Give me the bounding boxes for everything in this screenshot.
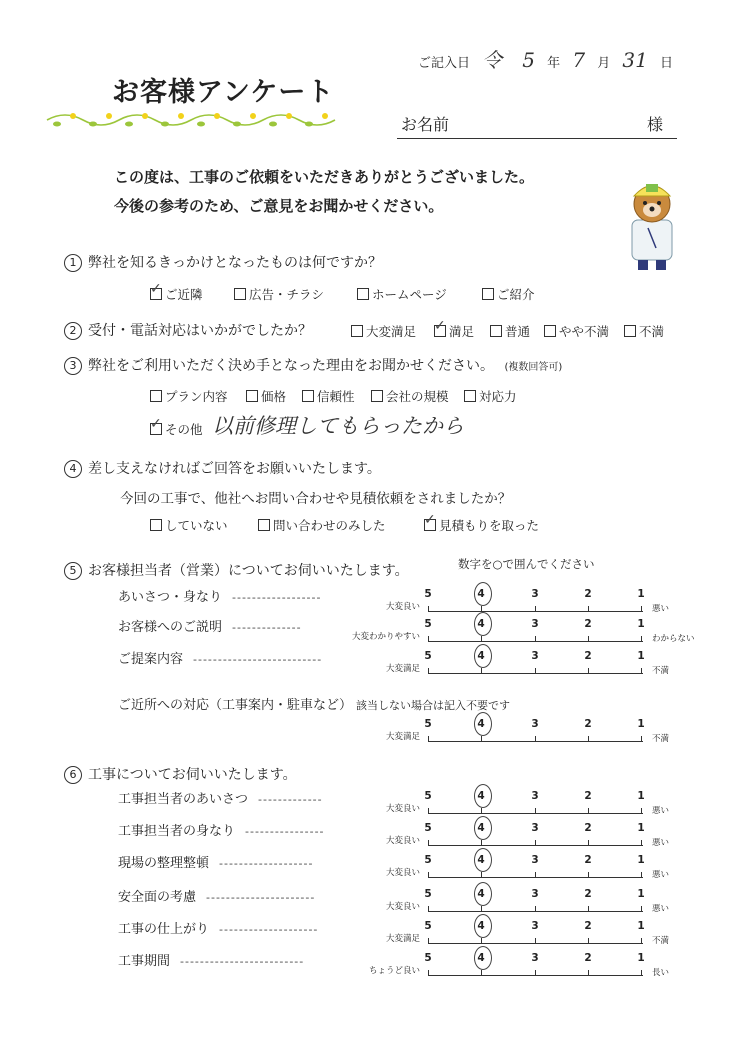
name-suffix: 様	[646, 115, 663, 134]
date-line	[418, 44, 673, 73]
scale-tick	[641, 606, 642, 612]
checkbox[interactable]	[490, 325, 502, 337]
scale-tick	[428, 808, 429, 814]
scale-value-1[interactable]: 1	[637, 920, 645, 932]
checkbox[interactable]	[434, 325, 446, 337]
q6-item-label	[118, 918, 318, 937]
item-text: 安全面の考慮	[118, 890, 197, 905]
checkbox[interactable]	[371, 390, 383, 402]
scale-tick	[481, 906, 482, 912]
question-5	[64, 560, 409, 580]
question-3	[64, 355, 562, 375]
date-year-unit: 年	[547, 56, 561, 71]
scale-tick	[428, 938, 429, 944]
q5-item-label	[118, 616, 302, 635]
scale-tick	[428, 736, 429, 742]
scale-value-5[interactable]: 5	[424, 650, 432, 662]
scale-value-3[interactable]: 3	[531, 790, 539, 802]
selected-circle	[474, 816, 492, 840]
scale-tick	[481, 938, 482, 944]
scale-value-3[interactable]: 3	[531, 888, 539, 900]
q6-item-label	[118, 788, 323, 807]
q2-option-5[interactable]	[624, 322, 664, 340]
q6-rating-scale[interactable]	[424, 854, 645, 878]
scale-value-3[interactable]: 3	[531, 854, 539, 866]
q6-rating-scale[interactable]	[424, 920, 645, 944]
q6-right-label: 悪い	[652, 904, 670, 914]
question-5-hint: 数字を○で囲んでください	[458, 557, 595, 571]
scale-tick	[641, 872, 642, 878]
question-2	[64, 320, 312, 340]
scale-value-4[interactable]: 4	[477, 650, 485, 662]
scale-tick	[588, 938, 589, 944]
scale-tick	[535, 668, 536, 674]
question-6-text: 工事についてお伺いいたします。	[88, 767, 297, 783]
question-1	[64, 252, 382, 272]
q5-right-label: わからない	[652, 634, 695, 644]
item-text: ご近所への対応（工事案内・駐車など）	[118, 698, 353, 713]
scale-value-4[interactable]: 4	[477, 822, 485, 834]
scale-tick	[428, 906, 429, 912]
scale-tick	[588, 906, 589, 912]
scale-value-4[interactable]: 4	[477, 952, 485, 964]
q5-left-label: 大変良い	[385, 602, 420, 612]
option-label: 普通	[505, 324, 531, 339]
option-label: ホームページ	[372, 287, 447, 302]
option-label: その他	[165, 422, 203, 437]
option-label: ご近隣	[165, 287, 203, 302]
q6-item-label	[118, 852, 313, 871]
scale-value-3[interactable]: 3	[531, 718, 539, 730]
scale-value-2[interactable]: 2	[584, 854, 592, 866]
scale-value-3[interactable]: 3	[531, 822, 539, 834]
checkbox[interactable]	[150, 390, 162, 402]
leader-dashes: ----------------------	[206, 891, 316, 904]
checkbox[interactable]	[150, 423, 162, 435]
scale-tick	[481, 872, 482, 878]
name-label: お名前	[401, 115, 450, 134]
scale-value-3[interactable]: 3	[531, 588, 539, 600]
option-label: 価格	[261, 389, 287, 404]
scale-tick	[535, 906, 536, 912]
checkbox[interactable]	[234, 288, 246, 300]
option-label: やや不満	[559, 324, 610, 339]
q5-left-label: 大変わかりやすい	[351, 632, 420, 642]
page-title: お客様アンケート	[112, 77, 335, 108]
q4-option-3[interactable]	[424, 516, 539, 534]
q6-left-label: 大変良い	[385, 902, 420, 912]
scale-value-2[interactable]: 2	[584, 952, 592, 964]
q3-option-5[interactable]	[464, 387, 517, 405]
selected-circle	[474, 946, 492, 970]
scale-tick	[428, 872, 429, 878]
q5-item-label	[118, 648, 322, 667]
leader-dashes: -------------------------	[180, 955, 305, 968]
scale-value-3[interactable]: 3	[531, 618, 539, 630]
question-number: 6	[64, 766, 82, 784]
checkbox[interactable]	[357, 288, 369, 300]
q6-right-label: 不満	[652, 936, 670, 946]
scale-tick	[588, 736, 589, 742]
selected-circle	[474, 712, 492, 736]
q3-option-2[interactable]	[246, 387, 286, 405]
scale-tick	[641, 636, 642, 642]
intro-line-2: 今後の参考のため、ご意見をお聞かせください。	[114, 197, 444, 215]
q5-right-label: 不満	[652, 666, 670, 676]
vine-decoration	[45, 110, 345, 130]
scale-tick	[428, 668, 429, 674]
scale-value-4[interactable]: 4	[477, 920, 485, 932]
scale-value-2[interactable]: 2	[584, 650, 592, 662]
option-label: 信頼性	[317, 389, 355, 404]
scale-value-1[interactable]: 1	[637, 952, 645, 964]
scale-value-4[interactable]: 4	[477, 790, 485, 802]
selected-circle	[474, 644, 492, 668]
q5-item-label	[118, 694, 510, 713]
q6-right-label: 長い	[652, 968, 670, 978]
scale-value-2[interactable]: 2	[584, 920, 592, 932]
scale-value-1[interactable]: 1	[637, 588, 645, 600]
scale-tick	[481, 808, 482, 814]
question-4-text: 差し支えなければご回答をお願いいたします。	[88, 461, 381, 477]
question-number: 5	[64, 562, 82, 580]
q5-right-label: 悪い	[652, 604, 670, 614]
leader-dashes: --------------	[232, 621, 302, 634]
option-label: 対応力	[479, 389, 517, 404]
question-6	[64, 764, 297, 784]
checkbox[interactable]	[150, 519, 162, 531]
q6-left-label: 大変良い	[385, 868, 420, 878]
q3-other-text: 以前修理してもらったから	[212, 414, 464, 438]
intro-line-1: この度は、工事のご依頼をいただきありがとうございました。	[114, 168, 535, 186]
scale-value-2[interactable]: 2	[584, 718, 592, 730]
scale-tick	[641, 736, 642, 742]
q6-item-label	[118, 820, 325, 839]
question-5-text: お客様担当者（営業）についてお伺いいたします。	[88, 563, 409, 579]
q6-left-label: 大変良い	[385, 836, 420, 846]
scale-tick	[481, 970, 482, 976]
q5-right-label: 不満	[652, 734, 670, 744]
q5-rating-scale[interactable]	[424, 588, 645, 612]
q1-option-1[interactable]	[150, 285, 203, 303]
q5-rating-scale[interactable]	[424, 650, 645, 674]
scale-value-4[interactable]: 4	[477, 888, 485, 900]
scale-tick	[481, 668, 482, 674]
selected-circle	[474, 914, 492, 938]
q5-item-label	[118, 586, 321, 605]
scale-tick	[641, 840, 642, 846]
scale-value-5[interactable]: 5	[424, 588, 432, 600]
question-2-text: 受付・電話対応はいかがでしたか？	[88, 323, 312, 339]
scale-tick	[641, 906, 642, 912]
q6-rating-scale[interactable]	[424, 952, 645, 976]
scale-value-5[interactable]: 5	[424, 790, 432, 802]
selected-circle	[474, 848, 492, 872]
checkbox[interactable]	[246, 390, 258, 402]
selected-circle	[474, 582, 492, 606]
option-label: 見積もりを取った	[439, 518, 540, 533]
checkbox[interactable]	[302, 390, 314, 402]
scale-tick	[535, 606, 536, 612]
date-day: 31	[622, 48, 648, 72]
scale-value-1[interactable]: 1	[637, 854, 645, 866]
q6-item-label	[118, 950, 304, 969]
item-text: お客様へのご説明	[118, 620, 223, 635]
scale-value-4[interactable]: 4	[477, 854, 485, 866]
question-number: 2	[64, 322, 82, 340]
q5-left-label: 大変満足	[385, 732, 420, 742]
date-year: 5	[522, 48, 536, 72]
scale-value-4[interactable]: 4	[477, 618, 485, 630]
scale-value-4[interactable]: 4	[477, 588, 485, 600]
scale-tick	[535, 938, 536, 944]
date-day-unit: 日	[659, 56, 673, 71]
q3-option-other[interactable]	[150, 420, 203, 438]
item-text: 工事担当者の身なり	[118, 824, 236, 839]
scale-value-2[interactable]: 2	[584, 618, 592, 630]
date-month-unit: 月	[597, 56, 611, 71]
q6-right-label: 悪い	[652, 838, 670, 848]
scale-tick	[588, 606, 589, 612]
q5-rating-scale[interactable]	[424, 718, 645, 742]
selected-circle	[474, 882, 492, 906]
checkbox[interactable]	[258, 519, 270, 531]
q5-rating-scale[interactable]	[424, 618, 645, 642]
date-label: ご記入日	[418, 56, 471, 71]
option-label: 広告・チラシ	[249, 287, 325, 302]
q6-item-label	[118, 886, 315, 905]
checkbox[interactable]	[482, 288, 494, 300]
q6-right-label: 悪い	[652, 870, 670, 880]
scale-value-1[interactable]: 1	[637, 888, 645, 900]
leader-dashes: ------------------	[232, 591, 322, 604]
scale-value-5[interactable]: 5	[424, 920, 432, 932]
checkbox[interactable]	[624, 325, 636, 337]
scale-tick	[535, 808, 536, 814]
scale-tick	[428, 636, 429, 642]
leader-dashes: ----------------	[245, 825, 325, 838]
q5-left-label: 大変満足	[385, 664, 420, 674]
item-text: 現場の整理整頓	[118, 856, 210, 871]
q3-option-3[interactable]	[302, 387, 355, 405]
checkbox[interactable]	[544, 325, 556, 337]
item-text: 工事の仕上がり	[118, 922, 210, 937]
selected-circle	[474, 612, 492, 636]
option-label: 大変満足	[366, 324, 417, 339]
option-label: 不満	[639, 324, 665, 339]
q2-option-1[interactable]	[351, 322, 416, 340]
scale-tick	[428, 840, 429, 846]
q3-option-1[interactable]	[150, 387, 228, 405]
name-field[interactable]	[397, 112, 677, 139]
scale-tick	[588, 808, 589, 814]
date-era: 令	[482, 48, 503, 72]
checkbox[interactable]	[424, 519, 436, 531]
q6-rating-scale[interactable]	[424, 790, 645, 814]
question-3-text: 弊社をご利用いただく決め手となった理由をお聞かせください。	[88, 358, 494, 374]
scale-value-2[interactable]: 2	[584, 888, 592, 900]
q4-option-2[interactable]	[258, 516, 386, 534]
option-label: 会社の規模	[386, 389, 449, 404]
scale-tick	[428, 606, 429, 612]
q6-left-label: 大変良い	[385, 804, 420, 814]
scale-value-2[interactable]: 2	[584, 588, 592, 600]
scale-tick	[641, 668, 642, 674]
date-month: 7	[572, 48, 586, 72]
scale-value-1[interactable]: 1	[637, 718, 645, 730]
scale-tick	[588, 840, 589, 846]
question-number: 3	[64, 357, 82, 375]
scale-value-1[interactable]: 1	[637, 822, 645, 834]
option-label: ご紹介	[497, 287, 535, 302]
option-label: プラン内容	[165, 389, 228, 404]
scale-value-5[interactable]: 5	[424, 718, 432, 730]
item-text: ご提案内容	[118, 652, 184, 667]
q6-rating-scale[interactable]	[424, 822, 645, 846]
selected-circle	[474, 784, 492, 808]
option-label: 満足	[449, 324, 475, 339]
question-4-sub: 今回の工事で、他社へお問い合わせや見積依頼をされましたか？	[120, 491, 512, 507]
scale-tick	[535, 840, 536, 846]
q1-option-4[interactable]	[482, 285, 535, 303]
scale-value-5[interactable]: 5	[424, 854, 432, 866]
scale-tick	[481, 840, 482, 846]
scale-tick	[588, 636, 589, 642]
q1-option-3[interactable]	[357, 285, 447, 303]
leader-dashes: -------------------	[219, 857, 314, 870]
q2-option-3[interactable]	[490, 322, 530, 340]
option-label: していない	[165, 518, 228, 533]
scale-tick	[588, 872, 589, 878]
mascot-illustration	[618, 178, 686, 278]
question-4	[64, 458, 381, 478]
scale-tick	[588, 970, 589, 976]
scale-value-3[interactable]: 3	[531, 920, 539, 932]
scale-tick	[481, 636, 482, 642]
scale-tick	[641, 808, 642, 814]
question-number: 1	[64, 254, 82, 272]
scale-tick	[481, 736, 482, 742]
scale-value-3[interactable]: 3	[531, 952, 539, 964]
scale-tick	[588, 668, 589, 674]
q1-option-2[interactable]	[234, 285, 324, 303]
q6-left-label: ちょうど良い	[368, 966, 420, 976]
scale-tick	[535, 636, 536, 642]
scale-value-2[interactable]: 2	[584, 822, 592, 834]
scale-tick	[641, 970, 642, 976]
scale-tick	[535, 736, 536, 742]
scale-tick	[535, 970, 536, 976]
scale-value-5[interactable]: 5	[424, 952, 432, 964]
scale-value-1[interactable]: 1	[637, 618, 645, 630]
item-text: あいさつ・身なり	[118, 590, 223, 605]
checkbox[interactable]	[150, 288, 162, 300]
q2-option-2[interactable]	[434, 322, 474, 340]
q6-left-label: 大変満足	[385, 934, 420, 944]
q4-option-1[interactable]	[150, 516, 228, 534]
scale-value-1[interactable]: 1	[637, 650, 645, 662]
scale-tick	[641, 938, 642, 944]
scale-value-1[interactable]: 1	[637, 790, 645, 802]
item-text: 工事担当者のあいさつ	[118, 792, 249, 807]
leader-dashes: --------------------------	[193, 653, 323, 666]
leader-dashes: --------------------	[219, 923, 319, 936]
q2-option-4[interactable]	[544, 322, 609, 340]
q3-option-4[interactable]	[371, 387, 449, 405]
leader-dashes: -------------	[258, 793, 323, 806]
scale-value-5[interactable]: 5	[424, 618, 432, 630]
option-label: 問い合わせのみした	[273, 518, 386, 533]
q6-right-label: 悪い	[652, 806, 670, 816]
scale-value-3[interactable]: 3	[531, 650, 539, 662]
intro-text	[114, 163, 534, 221]
scale-tick	[535, 872, 536, 878]
scale-value-2[interactable]: 2	[584, 790, 592, 802]
scale-tick	[428, 970, 429, 976]
question-3-note: (複数回答可)	[504, 362, 563, 373]
item-note: 該当しない場合は記入不要です	[356, 699, 511, 712]
question-number: 4	[64, 460, 82, 478]
scale-value-5[interactable]: 5	[424, 822, 432, 834]
item-text: 工事期間	[118, 954, 171, 969]
checkbox[interactable]	[464, 390, 476, 402]
question-1-text: 弊社を知るきっかけとなったものは何ですか？	[88, 255, 382, 271]
checkbox[interactable]	[351, 325, 363, 337]
scale-value-4[interactable]: 4	[477, 718, 485, 730]
scale-value-5[interactable]: 5	[424, 888, 432, 900]
q6-rating-scale[interactable]	[424, 888, 645, 912]
